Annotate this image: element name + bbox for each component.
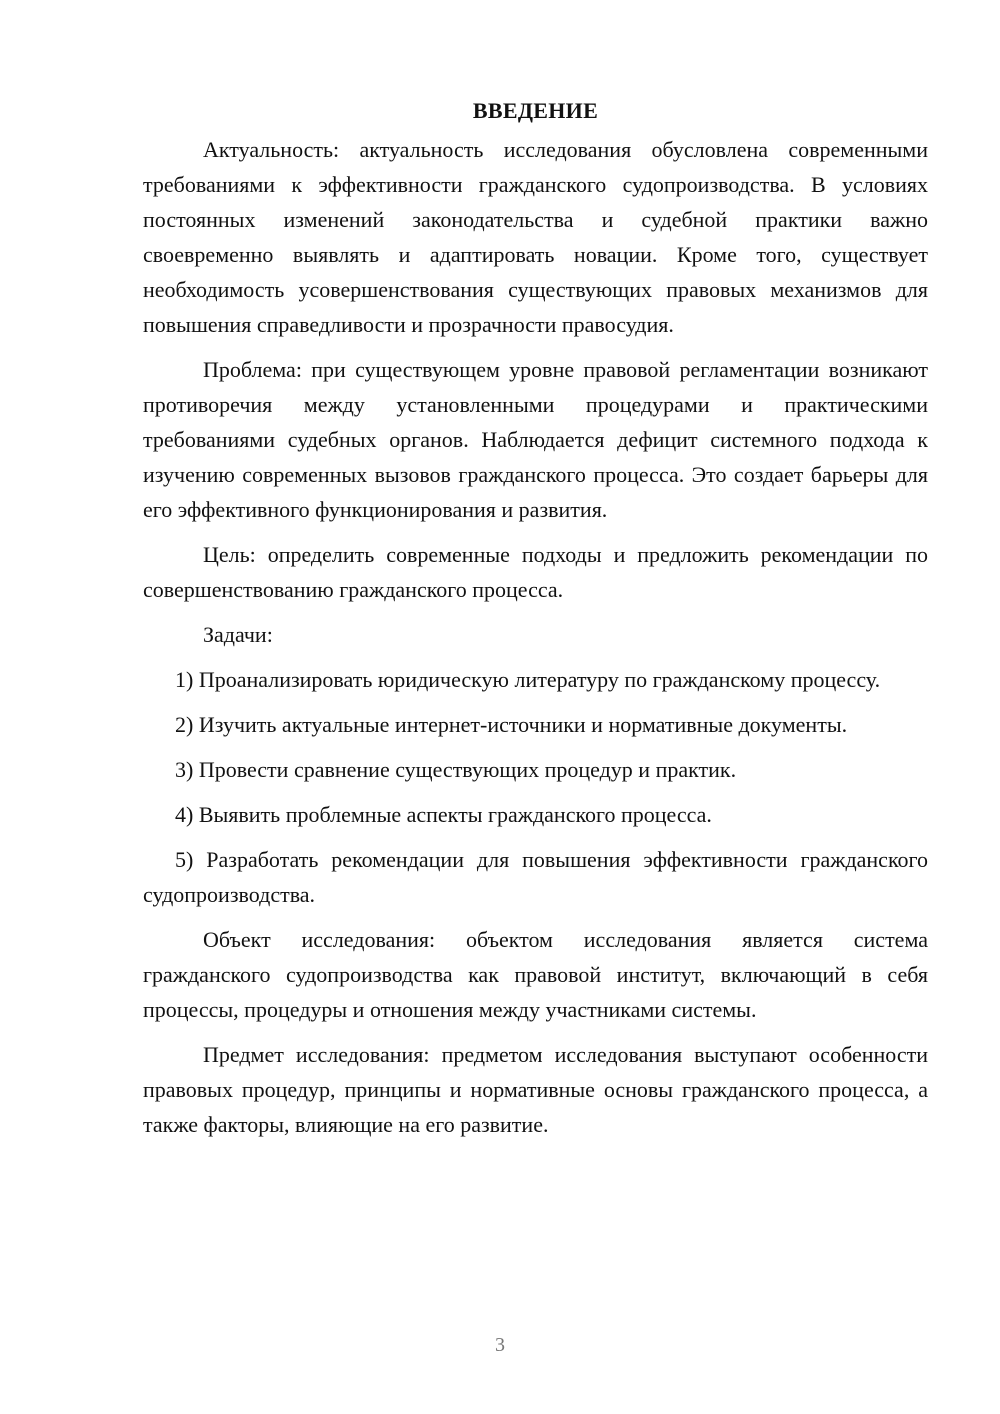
- task-item: 4) Выявить проблемные аспекты гражданского процесса.: [175, 802, 712, 827]
- page-body: [143, 94, 928, 1152]
- task-item: 1) Проанализировать юридическую литературу по гражданскому процессу.: [175, 667, 881, 692]
- page-number: 3: [495, 1334, 505, 1356]
- task-item: 3) Провести сравнение существующих процедур и практик.: [175, 757, 737, 782]
- paragraph-subject: Предмет исследования: предметом исследования выступают особенности правовых процедур, принципы и нормативные основы гражданского процесса, а также факторы, влияющие на его развитие.: [143, 1042, 928, 1137]
- paragraph-relevance: Актуальность: актуальность исследования обусловлена современными требованиями к эффективности гражданского судопроизводства. В условиях постоянных изменений законодательства и судебной практики важно своевременно выявлять и адаптировать новации. Кроме того, существует необходимость усовершенствования существующих правовых механизмов для повышения справедливости и прозрачности правосудия.: [143, 137, 928, 337]
- paragraph-problem: Проблема: при существующем уровне правовой регламентации возникают противоречия между установленными процедурами и практическими требованиями судебных органов. Наблюдается дефицит системного подхода к изучению современных вызовов гражданского процесса. Это создает барьеры для его эффективного функционирования и развития.: [143, 357, 928, 522]
- section-title: ВВЕДЕНИЕ: [472, 98, 599, 123]
- paragraph-object: Объект исследования: объектом исследования является система гражданского судопроизводства как правовой институт, включающий в себя процессы, процедуры и отношения между участниками системы.: [143, 927, 928, 1022]
- task-item: 5) Разработать рекомендации для повышения эффективности гражданского судопроизводства.: [143, 847, 928, 907]
- tasks-heading: Задачи:: [203, 622, 273, 647]
- task-item: 2) Изучить актуальные интернет-источники и нормативные документы.: [175, 712, 848, 737]
- paragraph-goal: Цель: определить современные подходы и предложить рекомендации по совершенствованию гражданского процесса.: [143, 542, 928, 602]
